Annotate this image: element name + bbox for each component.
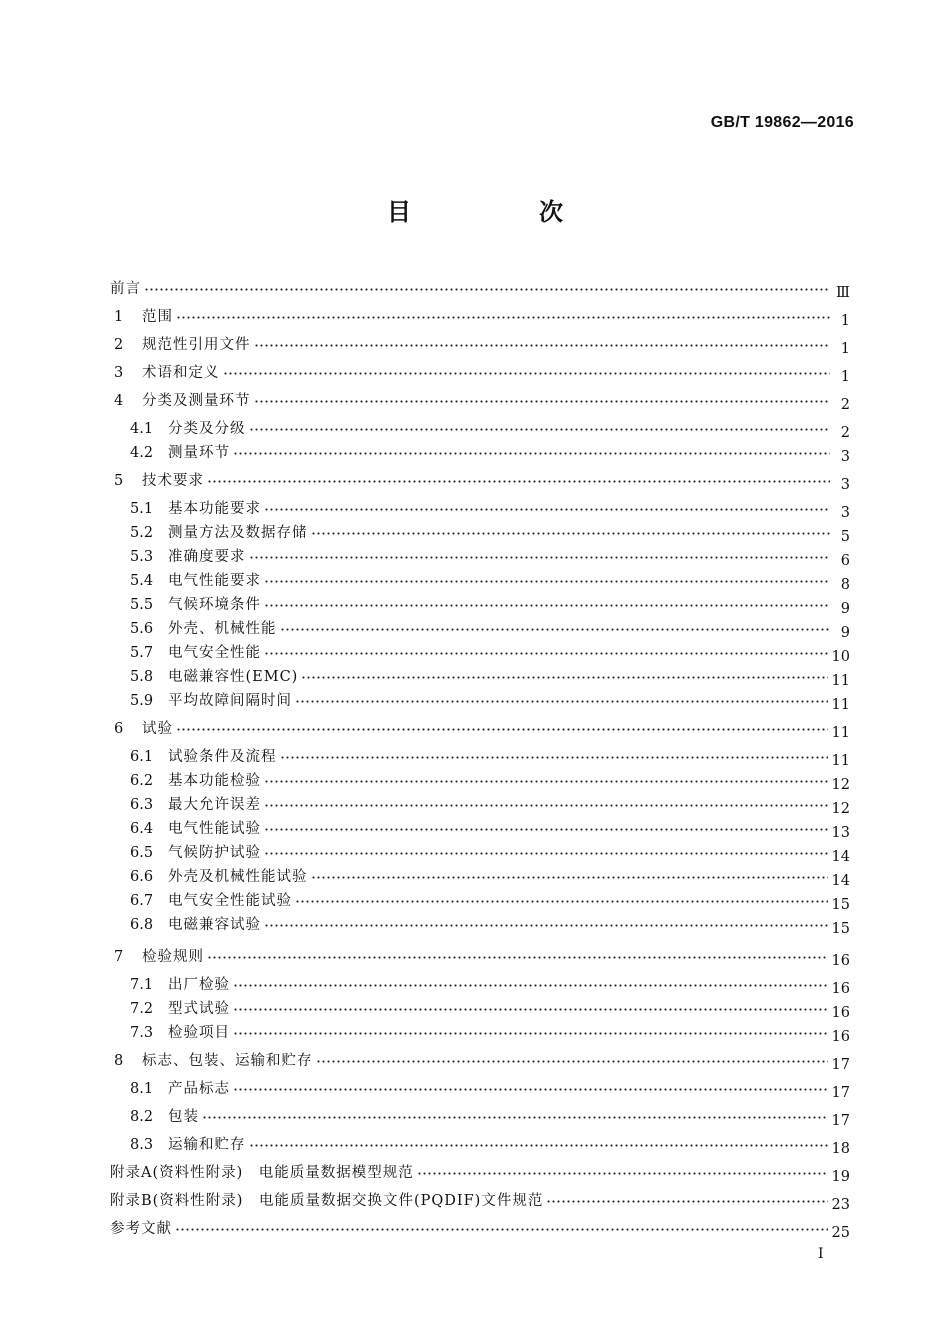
toc-entry[interactable] bbox=[130, 497, 850, 519]
toc-entry-page: 11 bbox=[831, 725, 850, 741]
toc-entry[interactable] bbox=[114, 389, 850, 411]
toc-entry-label: 产品标志 bbox=[168, 1081, 230, 1097]
toc-entry[interactable] bbox=[130, 441, 850, 463]
toc-entry-page: Ⅲ bbox=[836, 285, 850, 301]
toc-entry-page: 14 bbox=[831, 873, 850, 889]
toc-entry-page: 1 bbox=[840, 369, 850, 385]
dot-leader bbox=[264, 823, 828, 838]
dot-leader bbox=[301, 671, 827, 686]
toc-entry-number: 6.4 bbox=[130, 821, 154, 837]
toc-entry-number: 6.5 bbox=[130, 845, 154, 861]
dot-leader bbox=[233, 979, 828, 994]
dot-leader bbox=[254, 339, 831, 354]
toc-entry-number: 8.3 bbox=[130, 1137, 154, 1153]
toc-entry-label: 分类及分级 bbox=[168, 421, 246, 437]
toc-entry-page: 12 bbox=[831, 777, 850, 793]
toc-entry-label: 出厂检验 bbox=[168, 977, 230, 993]
toc-entry-page: 16 bbox=[831, 981, 850, 997]
dot-leader bbox=[254, 395, 831, 410]
dot-leader bbox=[249, 551, 831, 566]
toc-entry-page: 9 bbox=[840, 601, 850, 617]
toc-entry[interactable] bbox=[114, 469, 850, 491]
toc-entry-label: 测量环节 bbox=[168, 445, 230, 461]
toc-entry-page: 2 bbox=[840, 425, 850, 441]
toc-entry-label: 气候环境条件 bbox=[168, 597, 261, 613]
toc-entry-number: 2 bbox=[114, 337, 124, 353]
dot-leader bbox=[264, 647, 828, 662]
toc-entry-label: 外壳及机械性能试验 bbox=[168, 869, 308, 885]
toc-entry-page: 17 bbox=[831, 1113, 850, 1129]
toc-entry[interactable] bbox=[114, 305, 850, 327]
toc-entry-label: 外壳、机械性能 bbox=[168, 621, 277, 637]
toc-entry-label: 最大允许误差 bbox=[168, 797, 261, 813]
toc-entry[interactable] bbox=[114, 717, 850, 739]
toc-entry[interactable] bbox=[110, 1189, 850, 1211]
toc-entry-label: 电气性能试验 bbox=[168, 821, 261, 837]
toc-entry-page: 15 bbox=[831, 921, 850, 937]
toc-entry-page: 18 bbox=[831, 1141, 850, 1157]
toc-entry-label: 检验规则 bbox=[142, 949, 204, 965]
dot-leader bbox=[233, 1003, 828, 1018]
dot-leader bbox=[233, 1027, 828, 1042]
toc-entry-label: 包装 bbox=[168, 1109, 199, 1125]
toc-entry[interactable] bbox=[130, 569, 850, 591]
toc-entry-label: 气候防护试验 bbox=[168, 845, 261, 861]
toc-entry[interactable] bbox=[130, 973, 850, 995]
toc-entry-label: 分类及测量环节 bbox=[142, 393, 251, 409]
dot-leader bbox=[264, 847, 828, 862]
toc-entry-page: 12 bbox=[831, 801, 850, 817]
toc-entry-page: 10 bbox=[831, 649, 850, 665]
toc-entry-number: 5.2 bbox=[130, 525, 154, 541]
toc-entry-page: 17 bbox=[831, 1085, 850, 1101]
toc-entry-label: 电磁兼容试验 bbox=[168, 917, 261, 933]
toc-entry-number: 5.9 bbox=[130, 693, 154, 709]
toc-entry-label: 电气安全性能 bbox=[168, 645, 261, 661]
toc-entry[interactable] bbox=[130, 417, 850, 439]
toc-entry-number: 7.1 bbox=[130, 977, 154, 993]
toc-entry-number: 6 bbox=[114, 721, 124, 737]
toc-entry-page: 14 bbox=[831, 849, 850, 865]
toc-entry-number: 5.8 bbox=[130, 669, 154, 685]
toc-entry[interactable] bbox=[110, 1161, 850, 1183]
toc-entry-page: 13 bbox=[831, 825, 850, 841]
dot-leader bbox=[144, 283, 830, 298]
page-folio: I bbox=[818, 1246, 824, 1262]
toc-entry-page: 11 bbox=[831, 753, 850, 769]
toc-entry-number: 5 bbox=[114, 473, 124, 489]
toc-entry-label: 附录A(资料性附录) 电能质量数据模型规范 bbox=[110, 1165, 414, 1181]
toc-entry-page: 19 bbox=[831, 1169, 850, 1185]
dot-leader bbox=[546, 1195, 827, 1210]
dot-leader bbox=[175, 1223, 828, 1238]
toc-entry-number: 6.7 bbox=[130, 893, 154, 909]
toc-entry[interactable] bbox=[130, 689, 850, 711]
toc-entry-number: 6.6 bbox=[130, 869, 154, 885]
toc-entry-label: 试验条件及流程 bbox=[168, 749, 277, 765]
toc-entry-number: 6.2 bbox=[130, 773, 154, 789]
toc-entry-page: 25 bbox=[831, 1225, 850, 1241]
dot-leader bbox=[264, 775, 828, 790]
dot-leader bbox=[280, 623, 831, 638]
dot-leader bbox=[264, 919, 828, 934]
dot-leader bbox=[249, 1139, 828, 1154]
toc-entry-page: 17 bbox=[831, 1057, 850, 1073]
dot-leader bbox=[176, 311, 830, 326]
toc-entry[interactable] bbox=[110, 277, 850, 299]
toc-entry[interactable] bbox=[130, 745, 850, 767]
dot-leader bbox=[311, 527, 831, 542]
toc-entry-label: 规范性引用文件 bbox=[142, 337, 251, 353]
toc-entry-page: 1 bbox=[840, 313, 850, 329]
toc-entry-label: 准确度要求 bbox=[168, 549, 246, 565]
dot-leader bbox=[311, 871, 828, 886]
toc-entry-label: 技术要求 bbox=[142, 473, 204, 489]
toc-entry[interactable] bbox=[130, 793, 850, 815]
toc-entry-label: 电气性能要求 bbox=[168, 573, 261, 589]
toc-entry[interactable] bbox=[130, 913, 850, 935]
dot-leader bbox=[249, 423, 831, 438]
toc-entry[interactable] bbox=[114, 945, 850, 967]
toc-entry-label: 试验 bbox=[142, 721, 173, 737]
toc-entry-number: 6.1 bbox=[130, 749, 154, 765]
toc-entry-page: 5 bbox=[840, 529, 850, 545]
toc-entry-label: 基本功能检验 bbox=[168, 773, 261, 789]
toc-entry-number: 8 bbox=[114, 1053, 124, 1069]
toc-entry-page: 11 bbox=[831, 697, 850, 713]
toc-entry-label: 术语和定义 bbox=[142, 365, 220, 381]
toc-entry-number: 7.2 bbox=[130, 1001, 154, 1017]
toc-entry-number: 5.1 bbox=[130, 501, 154, 517]
toc-entry-label: 测量方法及数据存储 bbox=[168, 525, 308, 541]
toc-entry-page: 16 bbox=[831, 1029, 850, 1045]
page-title: 目 次 bbox=[387, 198, 615, 226]
dot-leader bbox=[207, 475, 830, 490]
toc-entry[interactable] bbox=[130, 617, 850, 639]
dot-leader bbox=[295, 895, 828, 910]
toc-entry-page: 16 bbox=[831, 953, 850, 969]
toc-entry-label: 标志、包装、运输和贮存 bbox=[142, 1053, 313, 1069]
toc-entry[interactable] bbox=[110, 1217, 850, 1239]
toc-entry-page: 2 bbox=[840, 397, 850, 413]
dot-leader bbox=[202, 1111, 828, 1126]
toc-entry-number: 7.3 bbox=[130, 1025, 154, 1041]
dot-leader bbox=[233, 1083, 828, 1098]
toc-entry[interactable] bbox=[130, 665, 850, 687]
toc-entry-number: 8.2 bbox=[130, 1109, 154, 1125]
toc-entry-number: 3 bbox=[114, 365, 124, 381]
toc-entry-label: 前言 bbox=[110, 281, 141, 297]
toc-entry[interactable] bbox=[130, 1105, 850, 1127]
toc-entry-label: 范围 bbox=[142, 309, 173, 325]
toc-entry-label: 型式试验 bbox=[168, 1001, 230, 1017]
toc-entry[interactable] bbox=[114, 333, 850, 355]
toc-entry-page: 3 bbox=[840, 505, 850, 521]
toc-entry-page: 23 bbox=[831, 1197, 850, 1213]
toc-entry[interactable] bbox=[130, 1077, 850, 1099]
toc-entry[interactable] bbox=[130, 641, 850, 663]
toc-entry-number: 5.7 bbox=[130, 645, 154, 661]
toc-entry-label: 电磁兼容性(EMC) bbox=[168, 669, 299, 685]
toc-entry[interactable] bbox=[130, 997, 850, 1019]
dot-leader bbox=[223, 367, 831, 382]
dot-leader bbox=[233, 447, 830, 462]
dot-leader bbox=[264, 799, 828, 814]
toc-entry-label: 平均故障间隔时间 bbox=[168, 693, 292, 709]
toc-entry-number: 6.3 bbox=[130, 797, 154, 813]
toc-entry-page: 1 bbox=[840, 341, 850, 357]
toc-entry-label: 附录B(资料性附录) 电能质量数据交换文件(PQDIF)文件规范 bbox=[110, 1193, 544, 1209]
toc-entry-label: 参考文献 bbox=[110, 1221, 172, 1237]
toc-entry-number: 4.2 bbox=[130, 445, 154, 461]
toc-entry[interactable] bbox=[130, 1021, 850, 1043]
toc-entry-number: 5.5 bbox=[130, 597, 154, 613]
toc-entry-number: 4.1 bbox=[130, 421, 154, 437]
toc-entry-number: 5.4 bbox=[130, 573, 154, 589]
toc-entry[interactable] bbox=[130, 889, 850, 911]
dot-leader bbox=[264, 599, 830, 614]
dot-leader bbox=[295, 695, 828, 710]
toc-entry[interactable] bbox=[130, 841, 850, 863]
toc-entry-number: 6.8 bbox=[130, 917, 154, 933]
dot-leader bbox=[264, 503, 830, 518]
dot-leader bbox=[417, 1167, 828, 1182]
toc-entry-page: 16 bbox=[831, 1005, 850, 1021]
toc-entry-number: 5.6 bbox=[130, 621, 154, 637]
dot-leader bbox=[264, 575, 830, 590]
toc-entry-label: 运输和贮存 bbox=[168, 1137, 246, 1153]
dot-leader bbox=[207, 951, 828, 966]
toc-entry-label: 检验项目 bbox=[168, 1025, 230, 1041]
toc-entry-number: 8.1 bbox=[130, 1081, 154, 1097]
dot-leader bbox=[316, 1055, 828, 1070]
toc-entry[interactable] bbox=[130, 593, 850, 615]
toc-entry-number: 4 bbox=[114, 393, 124, 409]
toc-entry-number: 1 bbox=[114, 309, 124, 325]
dot-leader bbox=[176, 723, 828, 738]
toc-entry-label: 电气安全性能试验 bbox=[168, 893, 292, 909]
toc-entry-page: 3 bbox=[840, 477, 850, 493]
dot-leader bbox=[280, 751, 828, 766]
standard-code: GB/T 19862—2016 bbox=[710, 114, 854, 131]
toc-entry-page: 15 bbox=[831, 897, 850, 913]
toc-entry-page: 6 bbox=[840, 553, 850, 569]
toc-entry[interactable] bbox=[130, 545, 850, 567]
toc-entry[interactable] bbox=[114, 1049, 850, 1071]
toc-entry[interactable] bbox=[130, 865, 850, 887]
toc-entry-page: 11 bbox=[831, 673, 850, 689]
toc-entry-label: 基本功能要求 bbox=[168, 501, 261, 517]
toc-entry-number: 5.3 bbox=[130, 549, 154, 565]
toc-entry[interactable] bbox=[114, 361, 850, 383]
toc-entry[interactable] bbox=[130, 817, 850, 839]
toc-entry-page: 9 bbox=[840, 625, 850, 641]
toc-entry[interactable] bbox=[130, 1133, 850, 1155]
toc-entry[interactable] bbox=[130, 521, 850, 543]
toc-entry-page: 3 bbox=[840, 449, 850, 465]
toc-entry-number: 7 bbox=[114, 949, 124, 965]
toc-entry-page: 8 bbox=[840, 577, 850, 593]
toc-entry[interactable] bbox=[130, 769, 850, 791]
